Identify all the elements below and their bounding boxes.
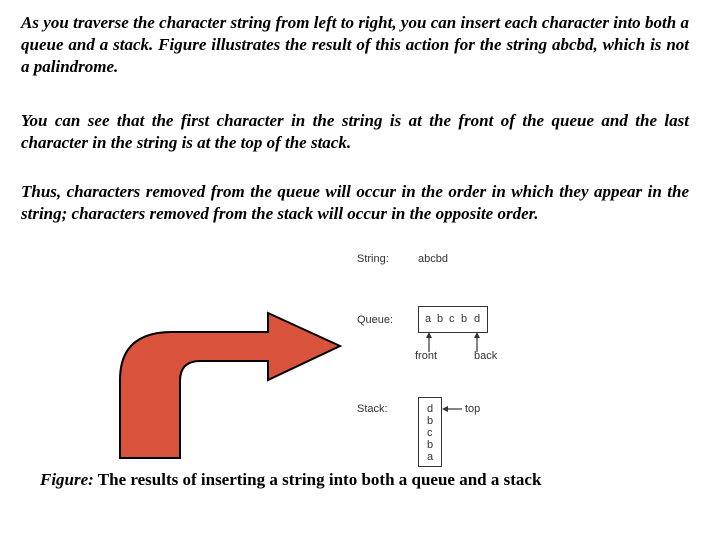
string-label: String: bbox=[357, 253, 389, 265]
figure-caption bbox=[40, 470, 541, 490]
stack-item: d bbox=[427, 403, 434, 415]
queue-item: a bbox=[425, 313, 432, 325]
top-label: top bbox=[465, 403, 481, 415]
stack-label: Stack: bbox=[357, 403, 388, 415]
front-label: front bbox=[415, 350, 438, 362]
caption-text: The results of inserting a string into both a queue and a stack bbox=[93, 470, 542, 489]
paragraph-2: You can see that the first character in the string is at the front of the queue and the last character in the string is at the top of the stack. bbox=[21, 111, 689, 152]
stack-item: b bbox=[427, 439, 434, 451]
curved-arrow-icon bbox=[120, 313, 340, 458]
queue-item: c bbox=[449, 313, 455, 325]
stack-item: c bbox=[427, 427, 433, 439]
string-value: abcbd bbox=[418, 253, 448, 265]
stack-item: b bbox=[427, 415, 434, 427]
queue-label: Queue: bbox=[357, 314, 394, 326]
caption-lead: Figure: bbox=[40, 470, 94, 489]
queue-item: b bbox=[437, 313, 444, 325]
paragraph-1: As you traverse the character string from left to right, you can insert each character into both a queue and a stack. Figure illustrates the result of this action for the string abcbd, which is not a palindrome. bbox=[21, 13, 689, 76]
paragraph-3: Thus, characters removed from the queue will occur in the order in which they appear in the string; characters removed from the stack will occur in the opposite order. bbox=[21, 182, 689, 223]
queue-item: b bbox=[461, 313, 468, 325]
stack-item: a bbox=[427, 451, 434, 463]
back-label: back bbox=[474, 350, 498, 362]
queue-item: d bbox=[474, 313, 481, 325]
